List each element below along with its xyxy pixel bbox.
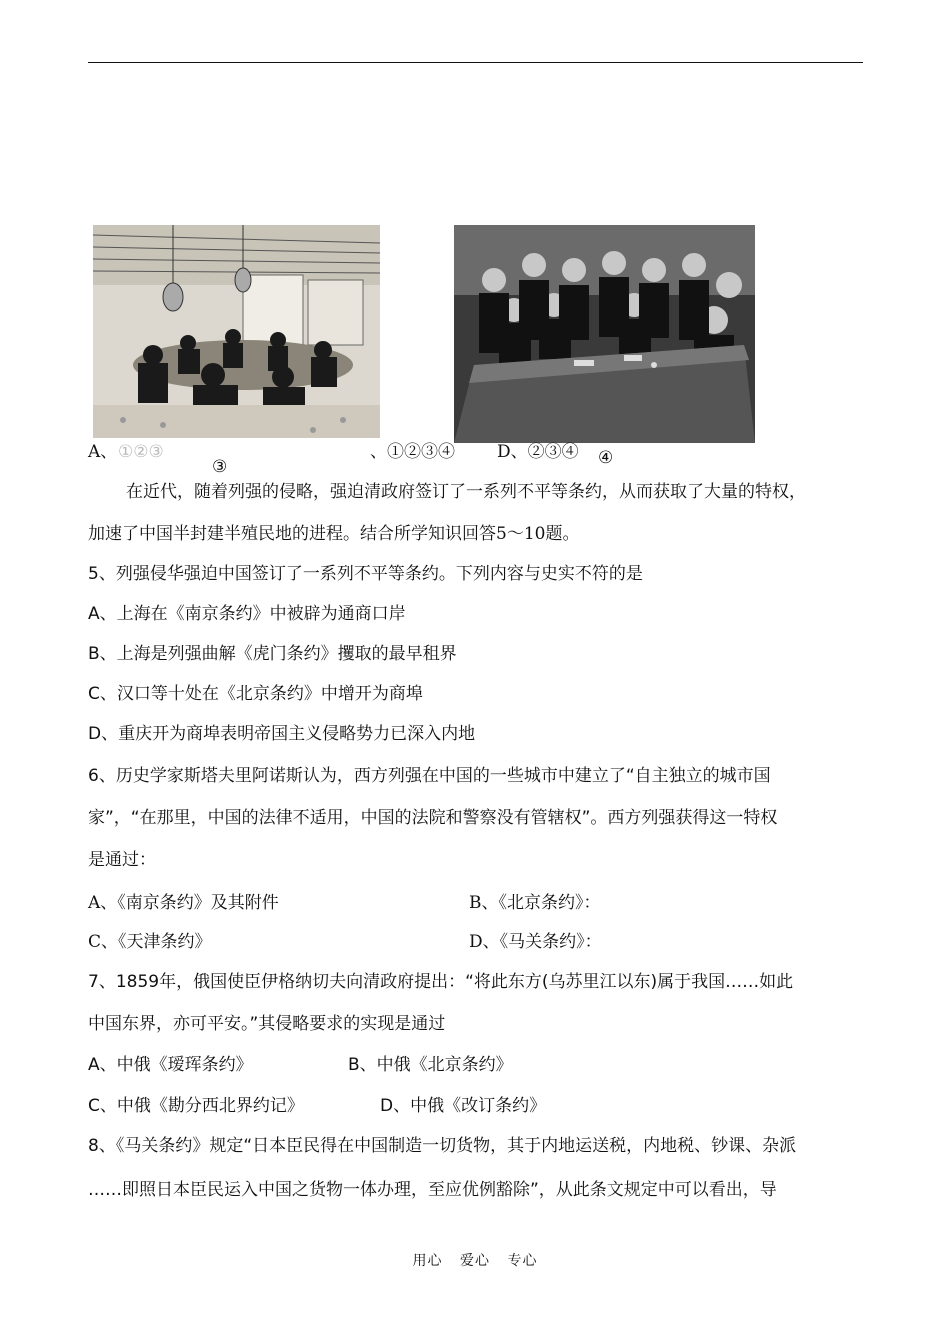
q6-option-d: D、《马关条约》：	[469, 932, 602, 952]
options-row-obscured: ①②③	[118, 442, 164, 462]
q5-option-a: A、上海在《南京条约》中被辟为通商口岸	[88, 604, 406, 624]
q5-option-d: D、重庆开为商埠表明帝国主义侵略势力已深入内地	[88, 724, 476, 744]
intro-line-1: 在近代，随着列强的侵略，强迫清政府签订了一系列不平等条约，从而获取了大量的特权，	[126, 482, 806, 502]
footer-word-2: 爱心	[460, 1253, 490, 1269]
page-footer	[0, 1250, 950, 1270]
options-row-prefix: A、	[88, 442, 118, 462]
footer-word-3: 专心	[507, 1253, 538, 1269]
q6-stem-line-3: 是通过：	[88, 850, 156, 870]
footer-word-1: 用心	[412, 1253, 443, 1269]
intro-line-2: 加速了中国半封建半殖民地的进程。结合所学知识回答5～10题。	[88, 524, 580, 544]
q8-stem-line-2: ……即照日本臣民运入中国之货物一体办理，至应优例豁除”，从此条文规定中可以看出，导	[88, 1180, 777, 1200]
q7-option-c: C、中俄《勘分西北界约记》	[88, 1096, 304, 1116]
q7-option-d: D、中俄《改订条约》	[380, 1096, 547, 1116]
option-c-combo: 、①②③④	[370, 442, 455, 462]
option-d-combo: D、②③④	[497, 442, 579, 462]
q8-stem-line-1: 8、《马关条约》规定“日本臣民得在中国制造一切货物，其于内地运送税，内地税、钞课、杂派	[88, 1136, 797, 1156]
q7-stem-line-1: 7、1859年，俄国使臣伊格纳切夫向清政府提出：“将此东方(乌苏里江以东)属于我国……如此	[88, 972, 794, 992]
q6-option-a: A、《南京条约》及其附件	[88, 893, 279, 913]
photo-marker-4: ④	[598, 448, 614, 468]
q5-stem: 5、列强侵华强迫中国签订了一系列不平等条约。下列内容与史实不符的是	[88, 564, 643, 584]
q6-option-c: C、《天津条约》	[88, 932, 212, 952]
q6-stem-line-2: 家”，“在那里，中国的法律不适用，中国的法院和警察没有管辖权”。西方列强获得这一特权	[88, 808, 778, 828]
q6-stem-line-1: 6、历史学家斯塔夫里阿诺斯认为，西方列强在中国的一些城市中建立了“自主独立的城市国	[88, 766, 771, 786]
photo-marker-3: ③	[212, 457, 228, 477]
q6-option-b: B、《北京条约》：	[469, 893, 601, 913]
q7-option-b: B、中俄《北京条约》	[348, 1055, 513, 1075]
q7-option-a: A、中俄《瑷珲条约》	[88, 1055, 253, 1075]
q7-stem-line-2: 中国东界，亦可平安。”其侵略要求的实现是通过	[88, 1014, 446, 1034]
q5-option-c: C、汉口等十处在《北京条约》中增开为商埠	[88, 684, 423, 704]
q5-option-b: B、上海是列强曲解《虎门条约》攫取的最早租界	[88, 644, 457, 664]
treaty-signing-photo-right	[454, 225, 755, 443]
treaty-signing-photo-left	[93, 225, 380, 438]
header-rule	[88, 62, 863, 63]
